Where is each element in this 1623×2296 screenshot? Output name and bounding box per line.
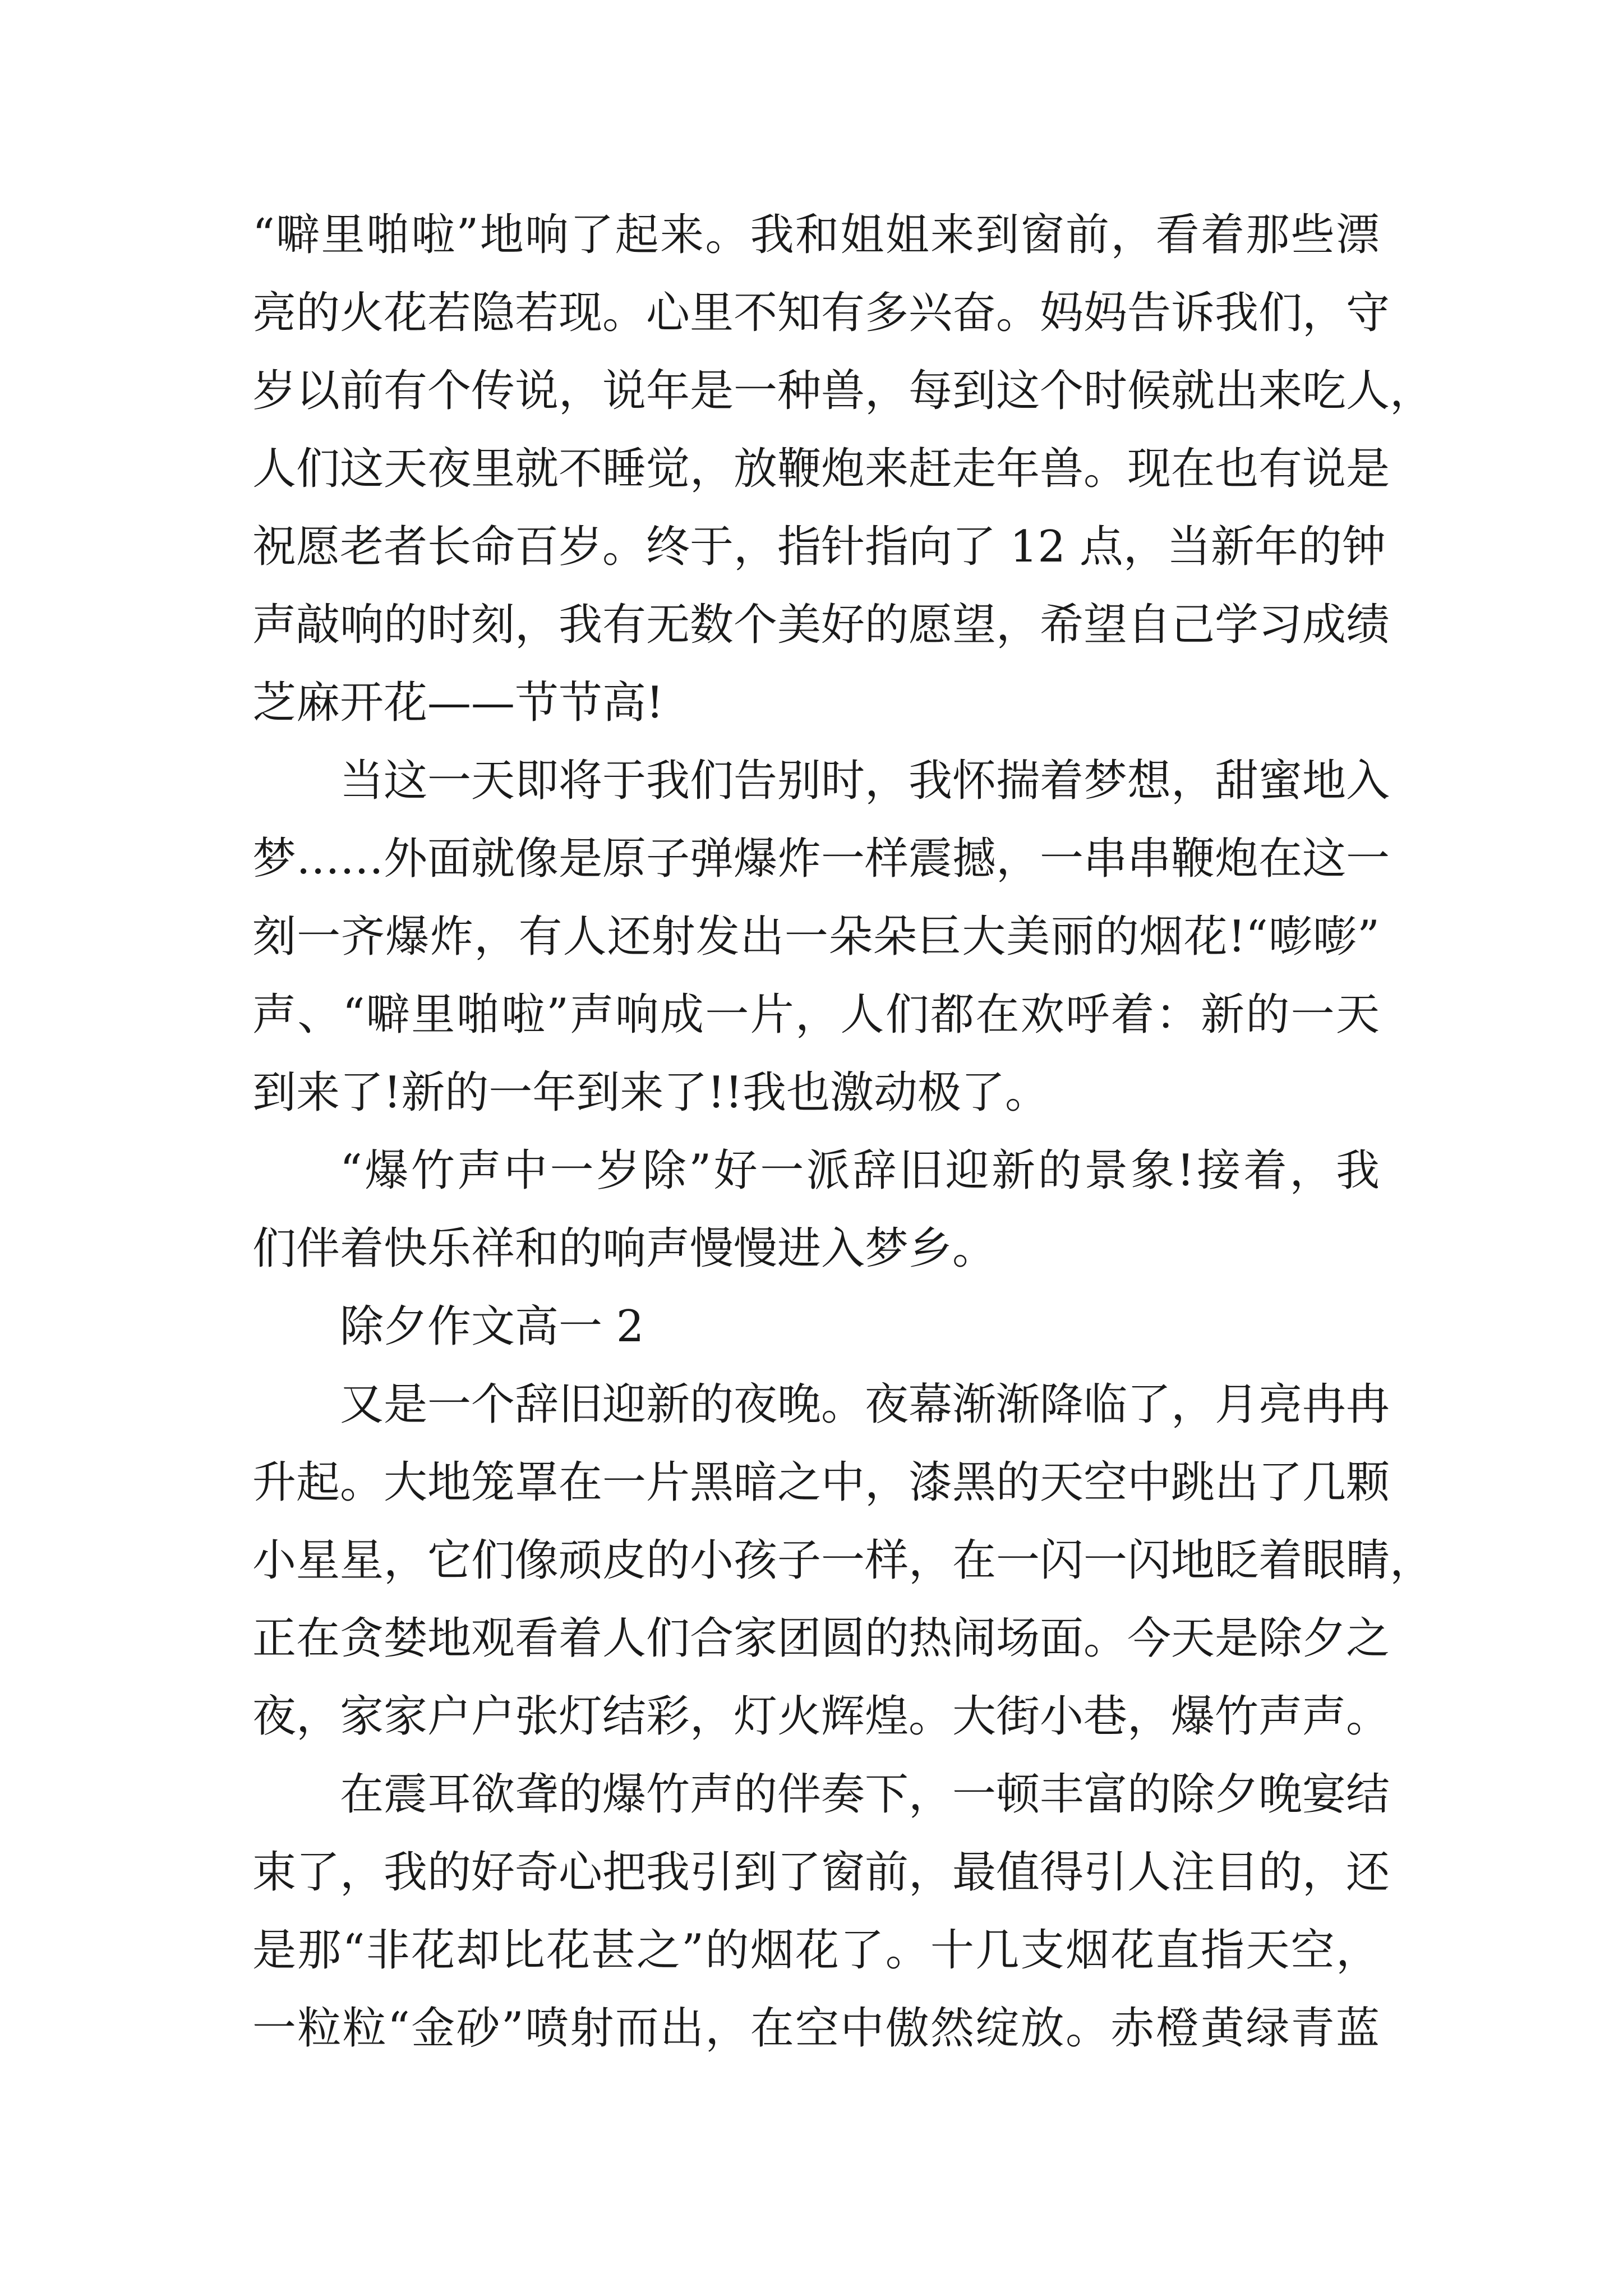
paragraph [252,1132,1380,1288]
text-line: 祝愿老者长命百岁。终于，指针指向了 12 点，当新年的钟 [252,522,1386,572]
text-line: 小星星，它们像顽皮的小孩子一样，在一闪一闪地眨着眼睛， [252,1535,1434,1586]
text-line: “噼里啪啦”地响了起来。我和姐姐来到窗前，看着那些漂 [252,210,1380,260]
paragraph [252,1366,1434,1756]
text-line: 夜，家家户户张灯结彩，灯火辉煌。大街小巷，爆竹声声。 [252,1691,1390,1742]
text-line: 正在贪婪地观看着人们合家团圆的热闹场面。今天是除夕之 [252,1613,1390,1664]
text-line: 到来了!新的一年到来了!!我也激动极了。 [252,1068,1049,1118]
text-line: 声敲响的时刻，我有无数个美好的愿望，希望自己学习成绩 [252,600,1390,650]
text-line: 一粒粒“金砂”喷射而出，在空中傲然绽放。赤橙黄绿青蓝 [252,2003,1380,2054]
text-line: 束了，我的好奇心把我引到了窗前，最值得引人注目的，还 [252,1847,1390,1898]
paragraph [252,742,1390,1132]
text-line: 又是一个辞旧迎新的夜晚。夜幕渐渐降临了，月亮冉冉 [340,1379,1390,1430]
section-heading [252,1288,1380,1366]
text-line: 升起。大地笼罩在一片黑暗之中，漆黑的天空中跳出了几颗 [252,1457,1390,1508]
text-line: 是那“非花却比花甚之”的烟花了。十几支烟花直指天空， [252,1925,1380,1976]
paragraph [252,196,1434,742]
text-line: 声、“噼里啪啦”声响成一片，人们都在欢呼着：新的一天 [252,990,1380,1040]
text-line: “爆竹声中一岁除”好一派辞旧迎新的景象!接着，我 [340,1145,1380,1196]
text-line: 人们这天夜里就不睡觉，放鞭炮来赶走年兽。现在也有说是 [252,444,1390,494]
text-line: 亮的火花若隐若现。心里不知有多兴奋。妈妈告诉我们，守 [252,288,1390,338]
text-line: 芝麻开花——节节高! [252,678,664,728]
text-line: 刻一齐爆炸，有人还射发出一朵朵巨大美丽的烟花!“嘭嘭” [252,912,1380,962]
text-line: 们伴着快乐祥和的响声慢慢进入梦乡。 [252,1223,997,1274]
document-body [252,196,1434,2068]
text-line: 梦……外面就像是原子弹爆炸一样震撼，一串串鞭炮在这一 [252,834,1390,884]
paragraph [252,1756,1390,2068]
text-line: 当这一天即将于我们告别时，我怀揣着梦想，甜蜜地入 [340,756,1390,806]
text-line: 岁以前有个传说，说年是一种兽，每到这个时候就出来吃人， [252,366,1434,416]
text-line: 在震耳欲聋的爆竹声的伴奏下，一顿丰富的除夕晚宴结 [340,1769,1390,1820]
section-title: 除夕作文高一 2 [340,1301,644,1352]
